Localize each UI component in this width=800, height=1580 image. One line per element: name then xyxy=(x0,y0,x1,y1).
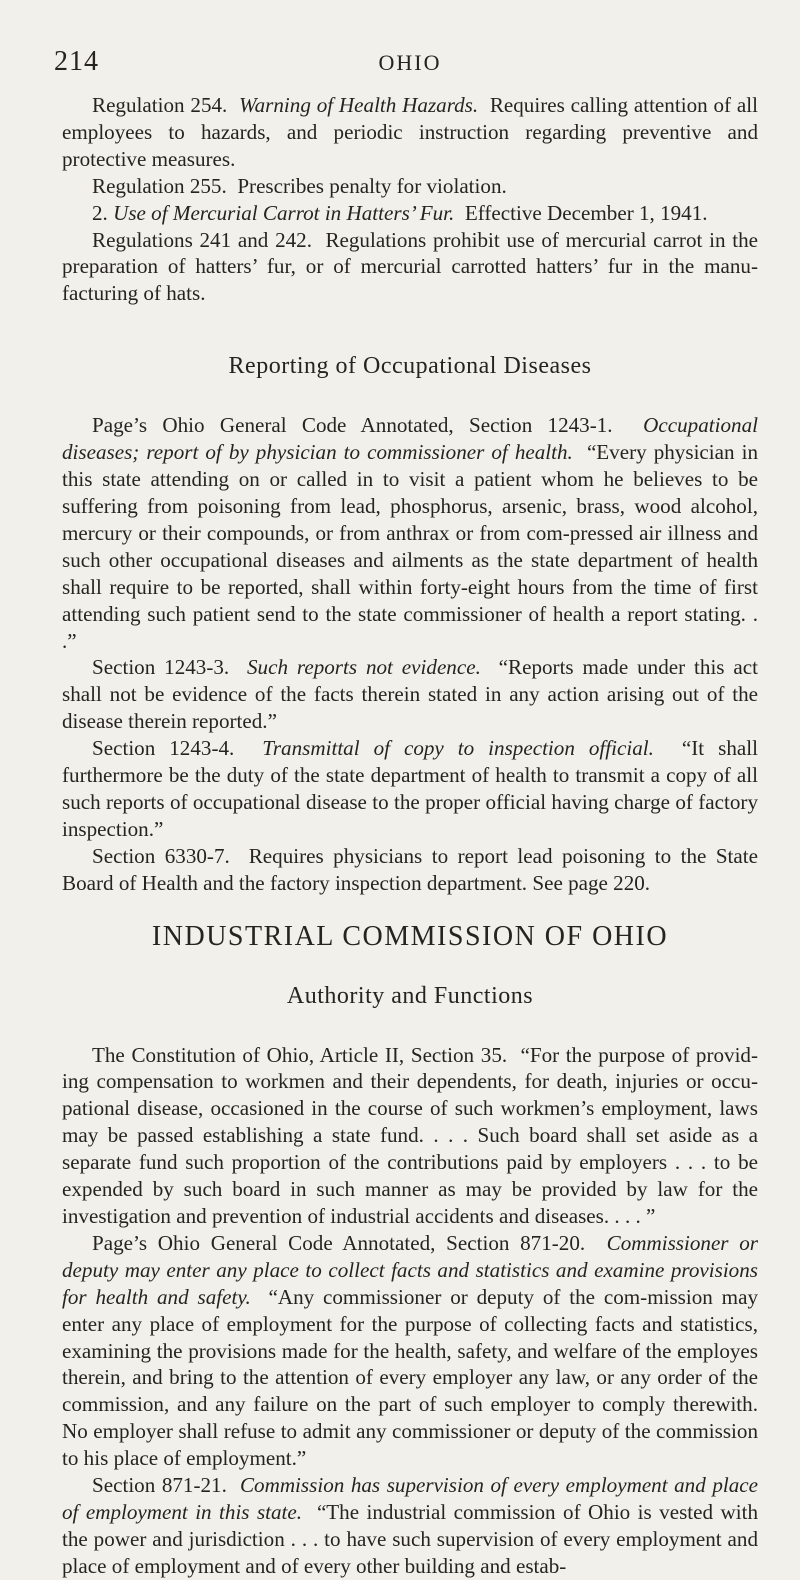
statute-text: “For the purpose of provid-ing compensation to workmen and their dependents, for death, injuries or occu-pational disease, occasioned in the course of such workmen’s employment, laws may be passed establishing a state fund. . . . Such board shall set aside as a separate fund such proportion of the contributions paid by employers . . . to be expended by such board in such manner as may be provided by law for the investigation and prevention of industrial accidents and diseases. . . . ” xyxy=(62,1042,759,1228)
reporting-heading: Reporting of Occupational Diseases xyxy=(228,353,592,380)
statute-ref: Page’s Ohio General Code Annotated, Section 871-20. xyxy=(92,1230,586,1255)
regulation-text: Effective December 1, 1941. xyxy=(464,200,708,225)
reporting-paragraph xyxy=(62,412,758,654)
page-number: 214 xyxy=(54,46,99,77)
regulation-title: Use of Mercurial Carrot in Hatters’ Fur. xyxy=(113,200,455,225)
regulations-241-242-paragraph xyxy=(62,227,758,308)
reporting-paragraph xyxy=(62,654,758,735)
statute-text: “The industrial commission of Ohio is vested with the power and jurisdiction . . . to have such supervision of every employment and place of employment and of every other building and estab- xyxy=(62,1499,758,1578)
regulation-ref: Regulations 241 and 242. xyxy=(92,227,312,252)
commission-paragraph xyxy=(62,1230,758,1472)
regulation-ref: Regulation 255. xyxy=(92,173,227,198)
regulation-255-paragraph xyxy=(62,173,758,200)
authority-subheading: Authority and Functions xyxy=(286,982,534,1009)
mercurial-carrot-paragraph xyxy=(62,200,758,227)
statute-ref: Section 871-21. xyxy=(92,1473,227,1498)
statute-ref: Section 1243-4. xyxy=(92,736,235,761)
running-head: OHIO xyxy=(378,50,442,75)
reporting-paragraph xyxy=(62,843,758,897)
item-number: 2. xyxy=(92,200,108,225)
statute-title: Such reports not evidence. xyxy=(247,655,481,680)
statute-ref: Section 6330-7. xyxy=(92,843,230,868)
statute-text: “Reports made under this act shall not be evidence of the facts therein stated in any action arising out of the disease therein reported.” xyxy=(62,655,758,734)
regulation-254-paragraph xyxy=(62,92,758,173)
regulation-text: Regulations prohibit use of mercurial carrot in the preparation of hatters’ fur, or of mercurial carrotted hatters’ fur in the manu-facturing of hats. xyxy=(62,227,758,306)
statute-title: Commission has supervision of every employment and place of employment in this state. xyxy=(62,1473,759,1524)
reporting-paragraph xyxy=(62,735,758,843)
statute-text: Requires physicians to report lead poisoning to the State Board of Health and the factory inspection department. See page 220. xyxy=(62,843,759,895)
statute-text: “Every physician in this state attending on or called in to visit a patient whom he believes to be suffering from poisoning from lead, phosphorus, arsenic, brass, wood alcohol, mercury or their compounds, or from anthrax or from com-pressed air illness and such other occupational diseases and ailments as the state department of health shall require to be reported, shall within forty-eight hours from the time of first attending such patient send to the state commissioner of health a report stating. . .” xyxy=(62,440,759,653)
commission-paragraph xyxy=(62,1042,758,1230)
statute-title: Transmittal of copy to inspection official. xyxy=(262,736,654,761)
statute-title: Commissioner or deputy may enter any place to collect facts and statistics and examine provisions for health and safety. xyxy=(62,1230,758,1309)
page-header xyxy=(54,44,758,78)
statute-ref: The Constitution of Ohio, Article II, Section 35. xyxy=(92,1042,508,1067)
regulation-text: Requires calling attention of all employees to hazards, and periodic instruction regarding preventive and protective measures. xyxy=(62,93,758,171)
statute-ref: Page’s Ohio General Code Annotated, Section 1243-1. xyxy=(92,413,613,438)
statute-title: Occupational diseases; report of by physician to commissioner of health. xyxy=(62,413,758,465)
regulation-text: Prescribes penalty for violation. xyxy=(237,173,507,198)
regulation-ref: Regulation 254. xyxy=(92,93,228,117)
statute-text: “Any commissioner or deputy of the com-mission may enter any place of employment for the purpose of collecting facts and statistics, examining the provisions made for the health, safety, and welfare of the employes therein, and bring to the attention of every employer any law, or any order of the commission, and any failure on the part of such employer to comply therewith. No employer shall refuse to admit any commissioner or deputy of the commission to his place of employment.” xyxy=(62,1284,758,1471)
statute-text: “It shall furthermore be the duty of the state department of health to transmit a copy of all such reports of occupational disease to the proper official having charge of factory inspection.” xyxy=(62,736,758,841)
commission-paragraph xyxy=(62,1472,758,1580)
statute-ref: Section 1243-3. xyxy=(92,655,230,680)
regulation-title: Warning of Health Hazards. xyxy=(238,93,479,117)
commission-heading: INDUSTRIAL COMMISSION OF OHIO xyxy=(151,920,669,952)
